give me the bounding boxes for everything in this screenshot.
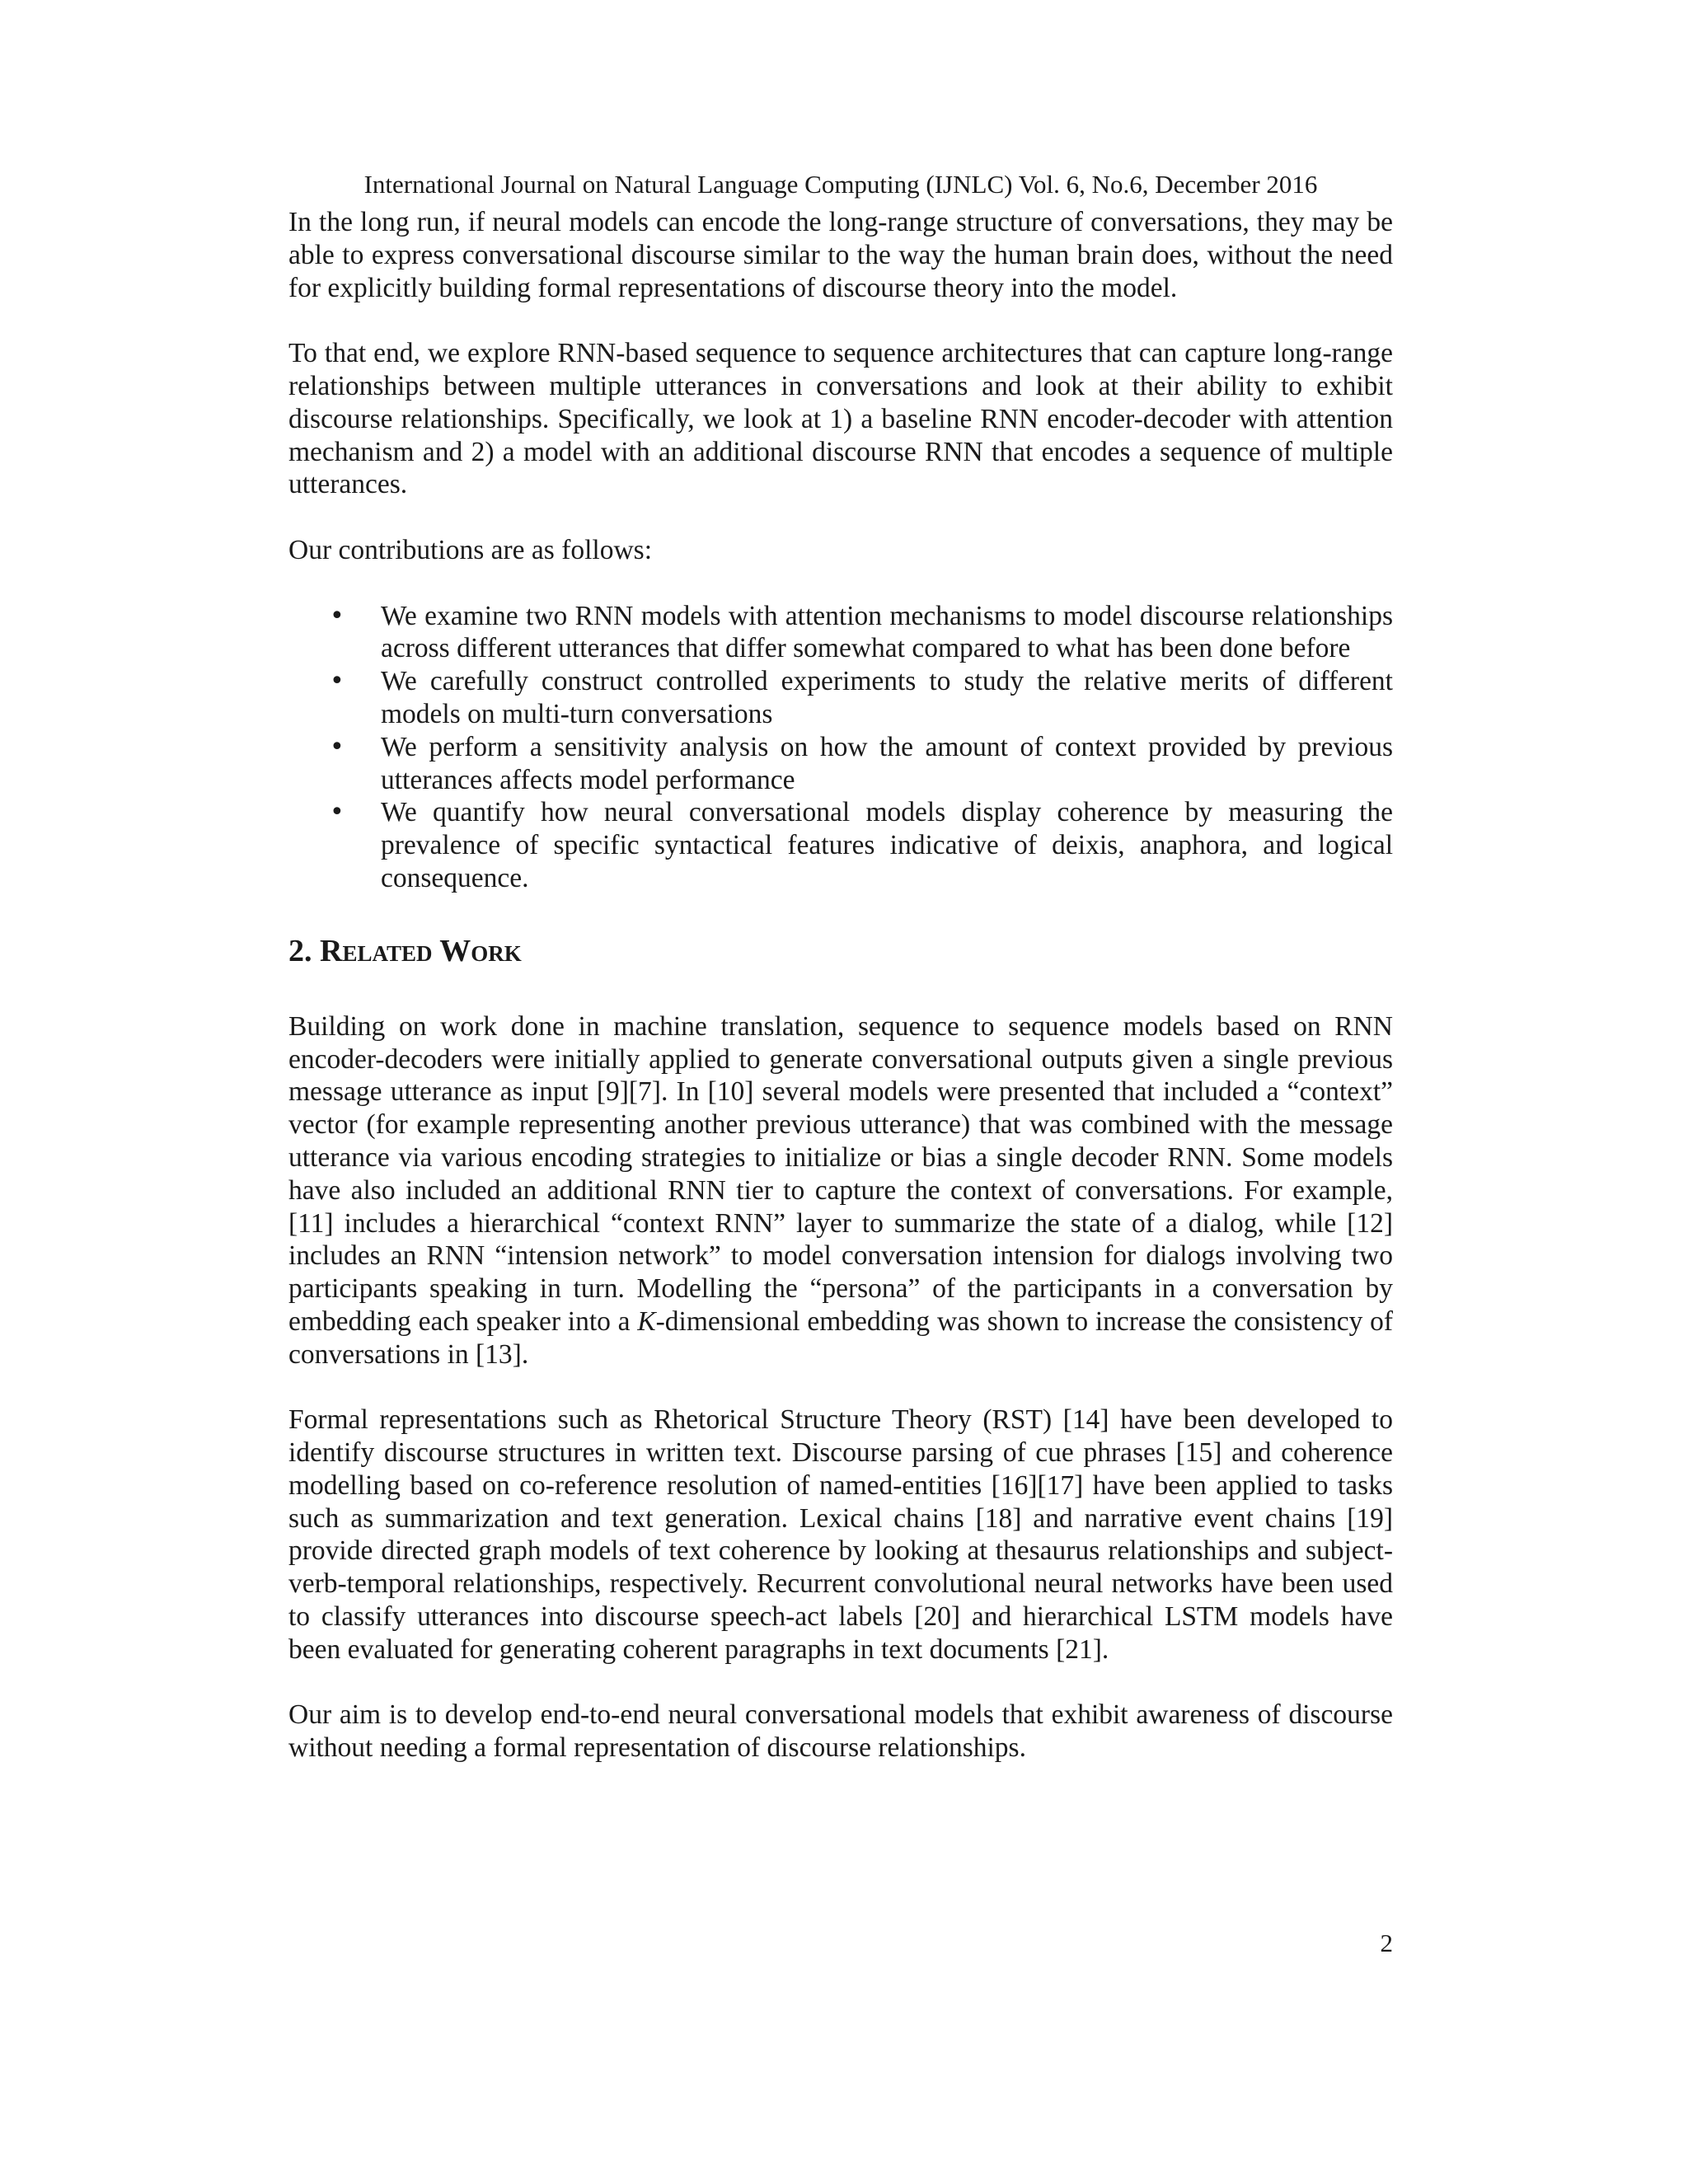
section-title: Related Work: [320, 933, 522, 968]
bullet-icon: •: [330, 601, 345, 630]
intro-paragraph-1: In the long run, if neural models can encode the long-range structure of conversations, they may be able to express conversational discourse similar to the way the human brain does, without the need for explicitly building formal representations of discourse theory into the model.: [288, 207, 1393, 303]
related-work-paragraph-2: Formal representations such as Rhetorical Structure Theory (RST) [14] have been developed to identify discourse structures in written text. Discourse parsing of cue phrases [15] and coherence modelling based on co-reference resolution of named-entities [16][17] have been applied to tasks such as summarization and text generation. Lexical chains [18] and narrative event chains [19] provide directed graph models of text coherence by looking at thesaurus relationships and subject-verb-temporal relationships, respectively. Recurrent convolutional neural networks have been used to classify utterances into discourse speech-act labels [20] and hierarchical LSTM models have been evaluated for generating coherent paragraphs in text documents [21].: [288, 1404, 1393, 1665]
section-heading: [288, 933, 1393, 969]
page-number: 2: [1380, 1929, 1393, 1957]
related-work-paragraph-1: [288, 1010, 1393, 1371]
contributions-list: [288, 600, 1393, 895]
bullet-icon: •: [330, 667, 345, 696]
list-item: [288, 796, 1393, 894]
list-item: [288, 665, 1393, 731]
contributions-intro: Our contributions are as follows:: [288, 534, 652, 565]
related-work-text-b: -dimensional embedding was shown to increase the consistency of conversations in [13].: [288, 1305, 1393, 1370]
list-item-text: We perform a sensitivity analysis on how the amount of context provided by previous utterances affects model performance: [381, 731, 1393, 795]
list-item: [288, 731, 1393, 797]
related-work-paragraph-3: Our aim is to develop end-to-end neural conversational models that exhibit awareness of discourse without needing a formal representation of discourse relationships.: [288, 1699, 1393, 1764]
list-item-text: We carefully construct controlled experiments to study the relative merits of different models on multi-turn conversations: [381, 666, 1393, 729]
list-item-text: We quantify how neural conversational models display coherence by measuring the prevalence of specific syntactical features indicative of deixis, anaphora, and logical consequence.: [381, 797, 1393, 893]
running-header: International Journal on Natural Language Computing (IJNLC) Vol. 6, No.6, December 2016: [363, 170, 1318, 199]
related-work-text-a: Building on work done in machine translation, sequence to sequence models based on RNN encoder-decoders were initially applied to generate conversational outputs given a single previous message utterance as input [9][7]. In [10] several models were presented that included a “context” vector (for example representing another previous utterance) that was combined with the message utterance via various encoding strategies to initialize or bias a single decoder RNN. Some models have also included an additional RNN tier to capture the context of conversations. For example, [11] includes a hierarchical “context RNN” layer to summarize the state of a dialog, while [12] includes an RNN “intension network” to model conversation intension for dialogs involving two participants speaking in turn. Modelling the “persona” of the participants in a conversation by embedding each speaker into a: [288, 1010, 1393, 1337]
page-content: [288, 168, 1393, 1797]
variable-k: K: [637, 1305, 656, 1337]
bullet-icon: •: [330, 798, 345, 827]
section-number: 2.: [288, 933, 312, 968]
bullet-icon: •: [330, 732, 345, 762]
list-item: [288, 600, 1393, 666]
list-item-text: We examine two RNN models with attention mechanisms to model discourse relationships across different utterances that differ somewhat compared to what has been done before: [381, 600, 1393, 664]
intro-paragraph-2: To that end, we explore RNN-based sequence to sequence architectures that can capture long-range relationships between multiple utterances in conversations and look at their ability to exhibit discourse relationships. Specifically, we look at 1) a baseline RNN encoder-decoder with attention mechanism and 2) a model with an additional discourse RNN that encodes a sequence of multiple utterances.: [288, 338, 1393, 500]
